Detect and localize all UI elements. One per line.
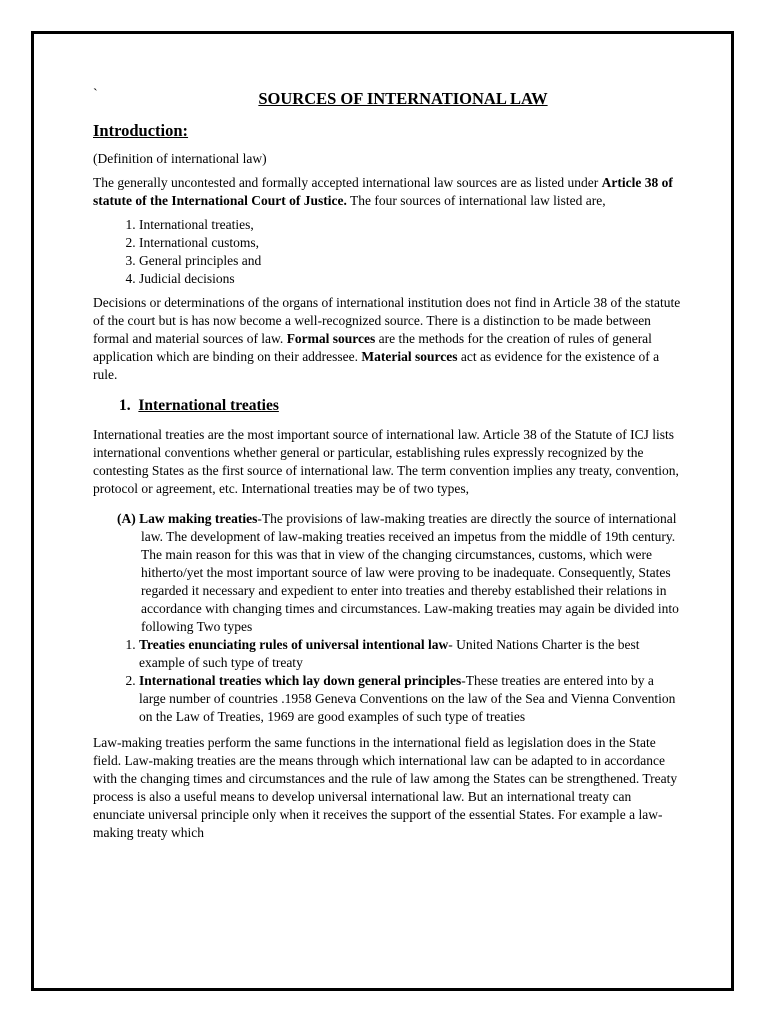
intro-paragraph-1: The generally uncontested and formally accepted international law sources are as listed under Article 38 of statute of the International Court of Justice. The four sources of international law listed are, bbox=[93, 175, 673, 208]
sources-list bbox=[93, 216, 683, 288]
list-item: 4. Judicial decisions bbox=[139, 270, 683, 288]
subheading-a: (A) Law making treaties bbox=[117, 511, 258, 526]
intro-definition: (Definition of international law) bbox=[93, 151, 267, 166]
list-item: 3. General principles and bbox=[139, 252, 683, 270]
document-body bbox=[93, 86, 683, 848]
law-making-treaties-block: (A) Law making treaties-The provisions of law-making treaties are directly the source of international law. The development of law-making treaties received an impetus from the middle of 19th century. The main reason for this was that in view of the changing circumstances, customs, which were hitherto/yet the most important source of law were proving to be inadequate. Consequently, States regarded it necessary and expedient to enter into treaties and thereby established their relations in accordance with changing times and circumstances. Law-making treaties may again be divided into following Two types bbox=[117, 511, 679, 634]
document-title: SOURCES OF INTERNATIONAL LAW bbox=[258, 89, 548, 108]
list-item: 2. International treaties which lay down general principles-These treaties are entered into by a large number of countries .1958 Geneva Conventions on the law of the Sea and Vienna Convention on the Law of Treaties, 1969 are good examples of such type of treaties bbox=[139, 672, 683, 726]
intro-heading: Introduction: bbox=[93, 121, 189, 140]
stray-backtick: ` bbox=[93, 87, 98, 102]
intro-paragraph-2: Decisions or determinations of the organs of international institution does not find in Article 38 of the statute of the court but is has now become a well-recognized source. There is a distinction to be made between formal and material sources of law. Formal sources are the methods for the creation of rules of general application which are binding on their addressee. Material sources act as evidence for the existence of a rule. bbox=[93, 295, 681, 382]
section-paragraph-2: Law-making treaties perform the same functions in the international field as legislation does in the State field. Law-making treaties are the means through which international law can be adapted to in accordance with the changing times and circumstances and the rule of law among the States can be strengthened. Treaty process is also a useful means to develop universal international law. But an international treaty can enunciate universal principle only when it receives the support of the essential States. For example a law-making treaty which bbox=[93, 735, 678, 840]
section-paragraph-1: International treaties are the most important source of international law. Article 38 of the Statute of ICJ lists international conventions whether general or particular, establishing rules expressly recognized by the contesting States as the first source of international law. The term convention implies any treaty, convention, protocol or agreement, etc. International treaties may be of two types, bbox=[93, 427, 679, 496]
list-item: 1. International treaties, bbox=[139, 216, 683, 234]
treaty-types-list bbox=[93, 636, 683, 726]
list-item: 2. International customs, bbox=[139, 234, 683, 252]
section-heading: 1. International treaties bbox=[119, 397, 279, 414]
list-item: 1. Treaties enunciating rules of universal intentional law- United Nations Charter is the best example of such type of treaty bbox=[139, 636, 683, 672]
